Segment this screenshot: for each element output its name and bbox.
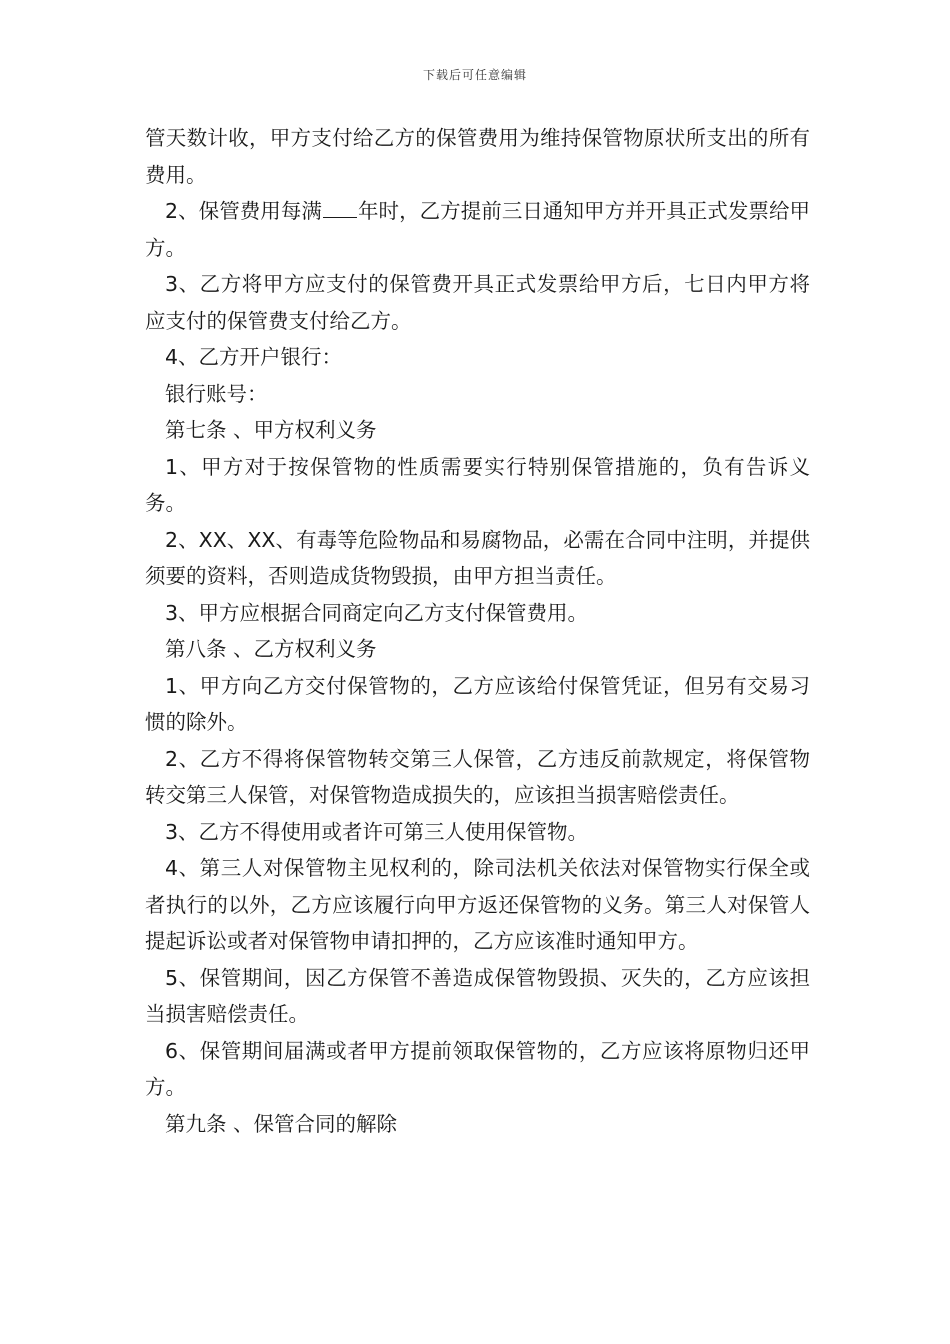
paragraph-fee-continuation: 管天数计收，甲方支付给乙方的保管费用为维持保管物原状所支出的所有费用。 [145,126,810,187]
paragraph-bank-name: 4、乙方开户银行： [165,345,343,369]
paragraph-article-7-item-1: 1、甲方对于按保管物的性质需要实行特别保管措施的，负有告诉义务。 [145,454,810,515]
paragraph-article-8-item-1: 1、甲方向乙方交付保管物的，乙方应该给付保管凭证，但另有交易习惯的除外。 [145,673,810,734]
paragraph-bank-account: 银行账号： [165,381,268,406]
article-9-heading: 第九条 、保管合同的解除 [165,1111,398,1136]
paragraph-article-8-item-2: 2、乙方不得将保管物转交第三人保管，乙方违反前款规定，将保管物转交第三人保管，对保管物造成损失的，应该担当损害赔偿责任。 [145,746,810,807]
article-7-heading: 第七条 、甲方权利义务 [165,418,377,442]
paragraph-article-8-item-6: 6、保管期间届满或者甲方提前领取保管物的，乙方应该将原物归还甲方。 [145,1038,810,1099]
paragraph-article-8-item-3: 3、乙方不得使用或者许可第三人使用保管物。 [165,819,589,844]
paragraph-article-8-item-4: 4、第三人对保管物主见权利的，除司法机关依法对保管物实行保全或者执行的以外，乙方应该履行向甲方返还保管物的义务。第三人对保管人提起诉讼或者对保管物申请扣押的，乙方应该准时通知甲方。 [145,856,810,953]
article-8-heading: 第八条 、乙方权利义务 [165,637,377,661]
paragraph-fee-invoice-notice-end: 年时，乙方提前三日通知甲方并开具正式发票给甲方。 [145,199,811,260]
paragraph-fee-payment: 3、乙方将甲方应支付的保管费开具正式发票给甲方后，七日内甲方将应支付的保管费支付给乙方。 [145,272,810,333]
paragraph-article-8-item-5: 5、保管期间，因乙方保管不善造成保管物毁损、灭失的，乙方应该担当损害赔偿责任。 [145,965,810,1026]
paragraph-fee-invoice-notice-start: 2、保管费用每满 [165,199,322,223]
fill-in-blank-years [323,197,357,218]
paragraph-article-7-item-3: 3、甲方应根据合同商定向乙方支付保管费用。 [165,600,589,625]
document-body [145,120,810,1142]
paragraph-fee-invoice-notice [145,193,810,266]
header-note: 下载后可任意编辑 [422,68,527,82]
paragraph-article-7-item-2: 2、XX、XX、有毒等危险物品和易腐物品，必需在合同中注明，并提供须要的资料，否则造成货物毁损，由甲方担当责任。 [145,527,810,588]
